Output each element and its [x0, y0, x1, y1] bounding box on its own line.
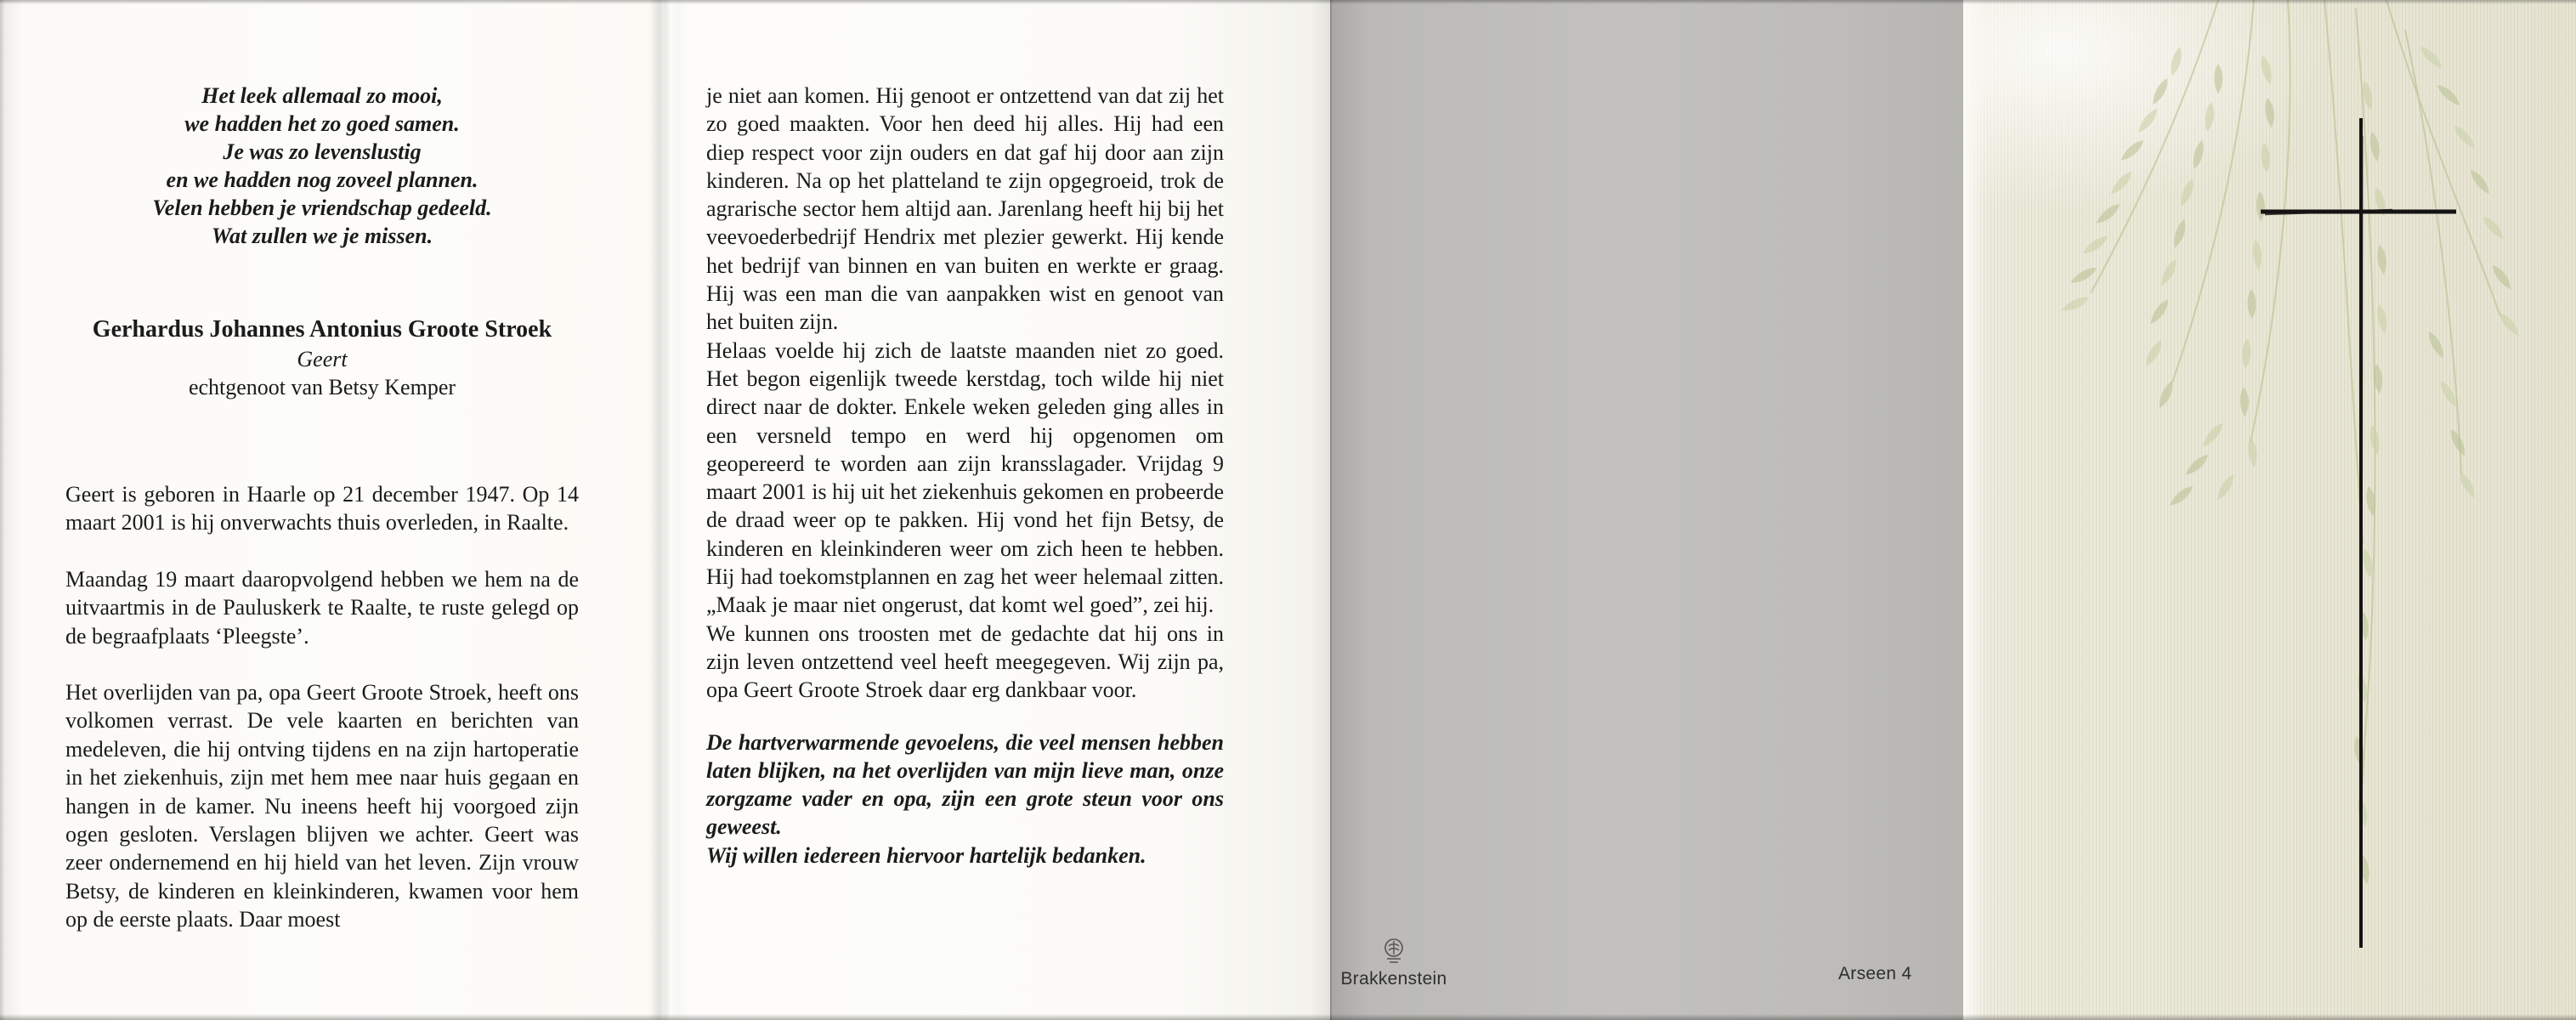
publisher-mark [1337, 937, 1451, 989]
publisher-logo-icon [1379, 937, 1408, 966]
poem-line: en we hadden nog zoveel plannen. [166, 167, 478, 192]
opening-poem [65, 82, 579, 250]
poem-line: Het leek allemaal zo mooi, [201, 83, 443, 108]
closing-thanks-block [706, 728, 1224, 870]
poem-line: Je was zo levenslustig [223, 139, 422, 164]
paragraph: We kunnen ons troosten met de gedachte dat hij ons in zijn leven ontzettend veel heeft meegegeven. Wij zijn pa, opa Geert Groote Stroek daar erg dankbaar voor. [706, 620, 1224, 703]
paragraph: Helaas voelde hij zich de laatste maanden niet zo goed. Het begon eigenlijk tweede kerstdag, toch wilde hij niet direct naar de dokter. Enkele weken geleden ging alles in een versneld tempo en werd hij opgenomen om geopereerd te worden aan zijn kransslagader. Vrijdag 9 maart 2001 is hij uit het ziekenhuis gekomen en probeerde de draad weer op te pakken. Hij vond het fijn Betsy, de kinderen en kleinkinderen weer om zich heen te hebben. Hij had toekomstplannen en zag het weer helemaal zitten. „Maak je maar niet ongerust, dat komt wel goed”, zei hij. [706, 337, 1224, 618]
deceased-name-block [48, 314, 596, 401]
closing-paragraph: Wij willen iedereen hiervoor hartelijk bedanken. [706, 842, 1146, 868]
back-cover-panel [1330, 0, 1965, 1020]
poem-line: Wat zullen we je missen. [211, 224, 433, 248]
willow-branches [2091, 0, 2500, 892]
paragraph: Maandag 19 maart daaropvolgend hebben we hem na de uitvaartmis in de Pauluskerk te Raalte, te ruste gelegd op de begraafplaats ‘Pleegste’. [65, 566, 579, 649]
front-cover-panel [1963, 0, 2576, 1020]
inside-right-page [665, 0, 1330, 1020]
page2-body-text [706, 82, 1224, 870]
card-series-label: Arseen 4 [1838, 964, 1912, 983]
closing-paragraph: De hartverwarmende gevoelens, die veel mensen hebben laten blijken, na het overlijden van mijn lieve man, onze zorgzame vader en opa, zijn een grote steun voor ons geweest. [706, 729, 1224, 840]
poem-line: Velen hebben je vriendschap gedeeld. [152, 196, 492, 220]
cross-and-willow-artwork-icon [1963, 0, 2576, 1020]
publisher-name: Brakkenstein [1340, 969, 1447, 989]
deceased-nickname: Geert [297, 347, 348, 371]
poem-line: we hadden het zo goed samen. [184, 111, 460, 136]
willow-leaves [2068, 64, 2512, 884]
paragraph: Het overlijden van pa, opa Geert Groote Stroek, heeft ons volkomen verrast. De vele kaarten en berichten van medeleven, die hij ontving tijdens en na zijn hartoperatie in het ziekenhuis, zijn met hem mee naar huis gegaan en hangen in de kamer. Nu ineens heeft hij voorgoed zijn ogen gesloten. Verslagen blijven we achter. Geert was zeer ondernemend en hij hield van het leven. Zijn vrouw Betsy, de kinderen en kleinkinderen, kwamen voor hem op de eerste plaats. Daar moest [65, 680, 579, 932]
paragraph: je niet aan komen. Hij genoot er ontzettend van dat zij het zo goed maakten. Voor hen deed hij alles. Hij had een diep respect voor zijn ouders en dat gaf hij door aan zijn kinderen. Na op het platteland te zijn opgegroeid, trok de agrarische sector hem altijd aan. Jarenlang heeft hij bij het veevoederbedrijf Hendrix met plezier gewerkt. Hij kende het bedrijf van binnen en van buiten en werkte er graag. Hij was een man die van aanpakken wist en genoot van het buiten zijn. [706, 83, 1224, 335]
spouse-line: echtgenoot van Betsy Kemper [188, 375, 456, 400]
paragraph: Geert is geboren in Haarle op 21 december 1947. Op 14 maart 2001 is hij onverwachts thuis overleden, in Raalte. [65, 482, 579, 536]
inside-left-page [0, 0, 665, 1020]
cross-icon [2261, 118, 2456, 948]
deceased-full-name: Gerhardus Johannes Antonius Groote Stroek [92, 316, 552, 343]
page1-body-text [65, 480, 579, 962]
